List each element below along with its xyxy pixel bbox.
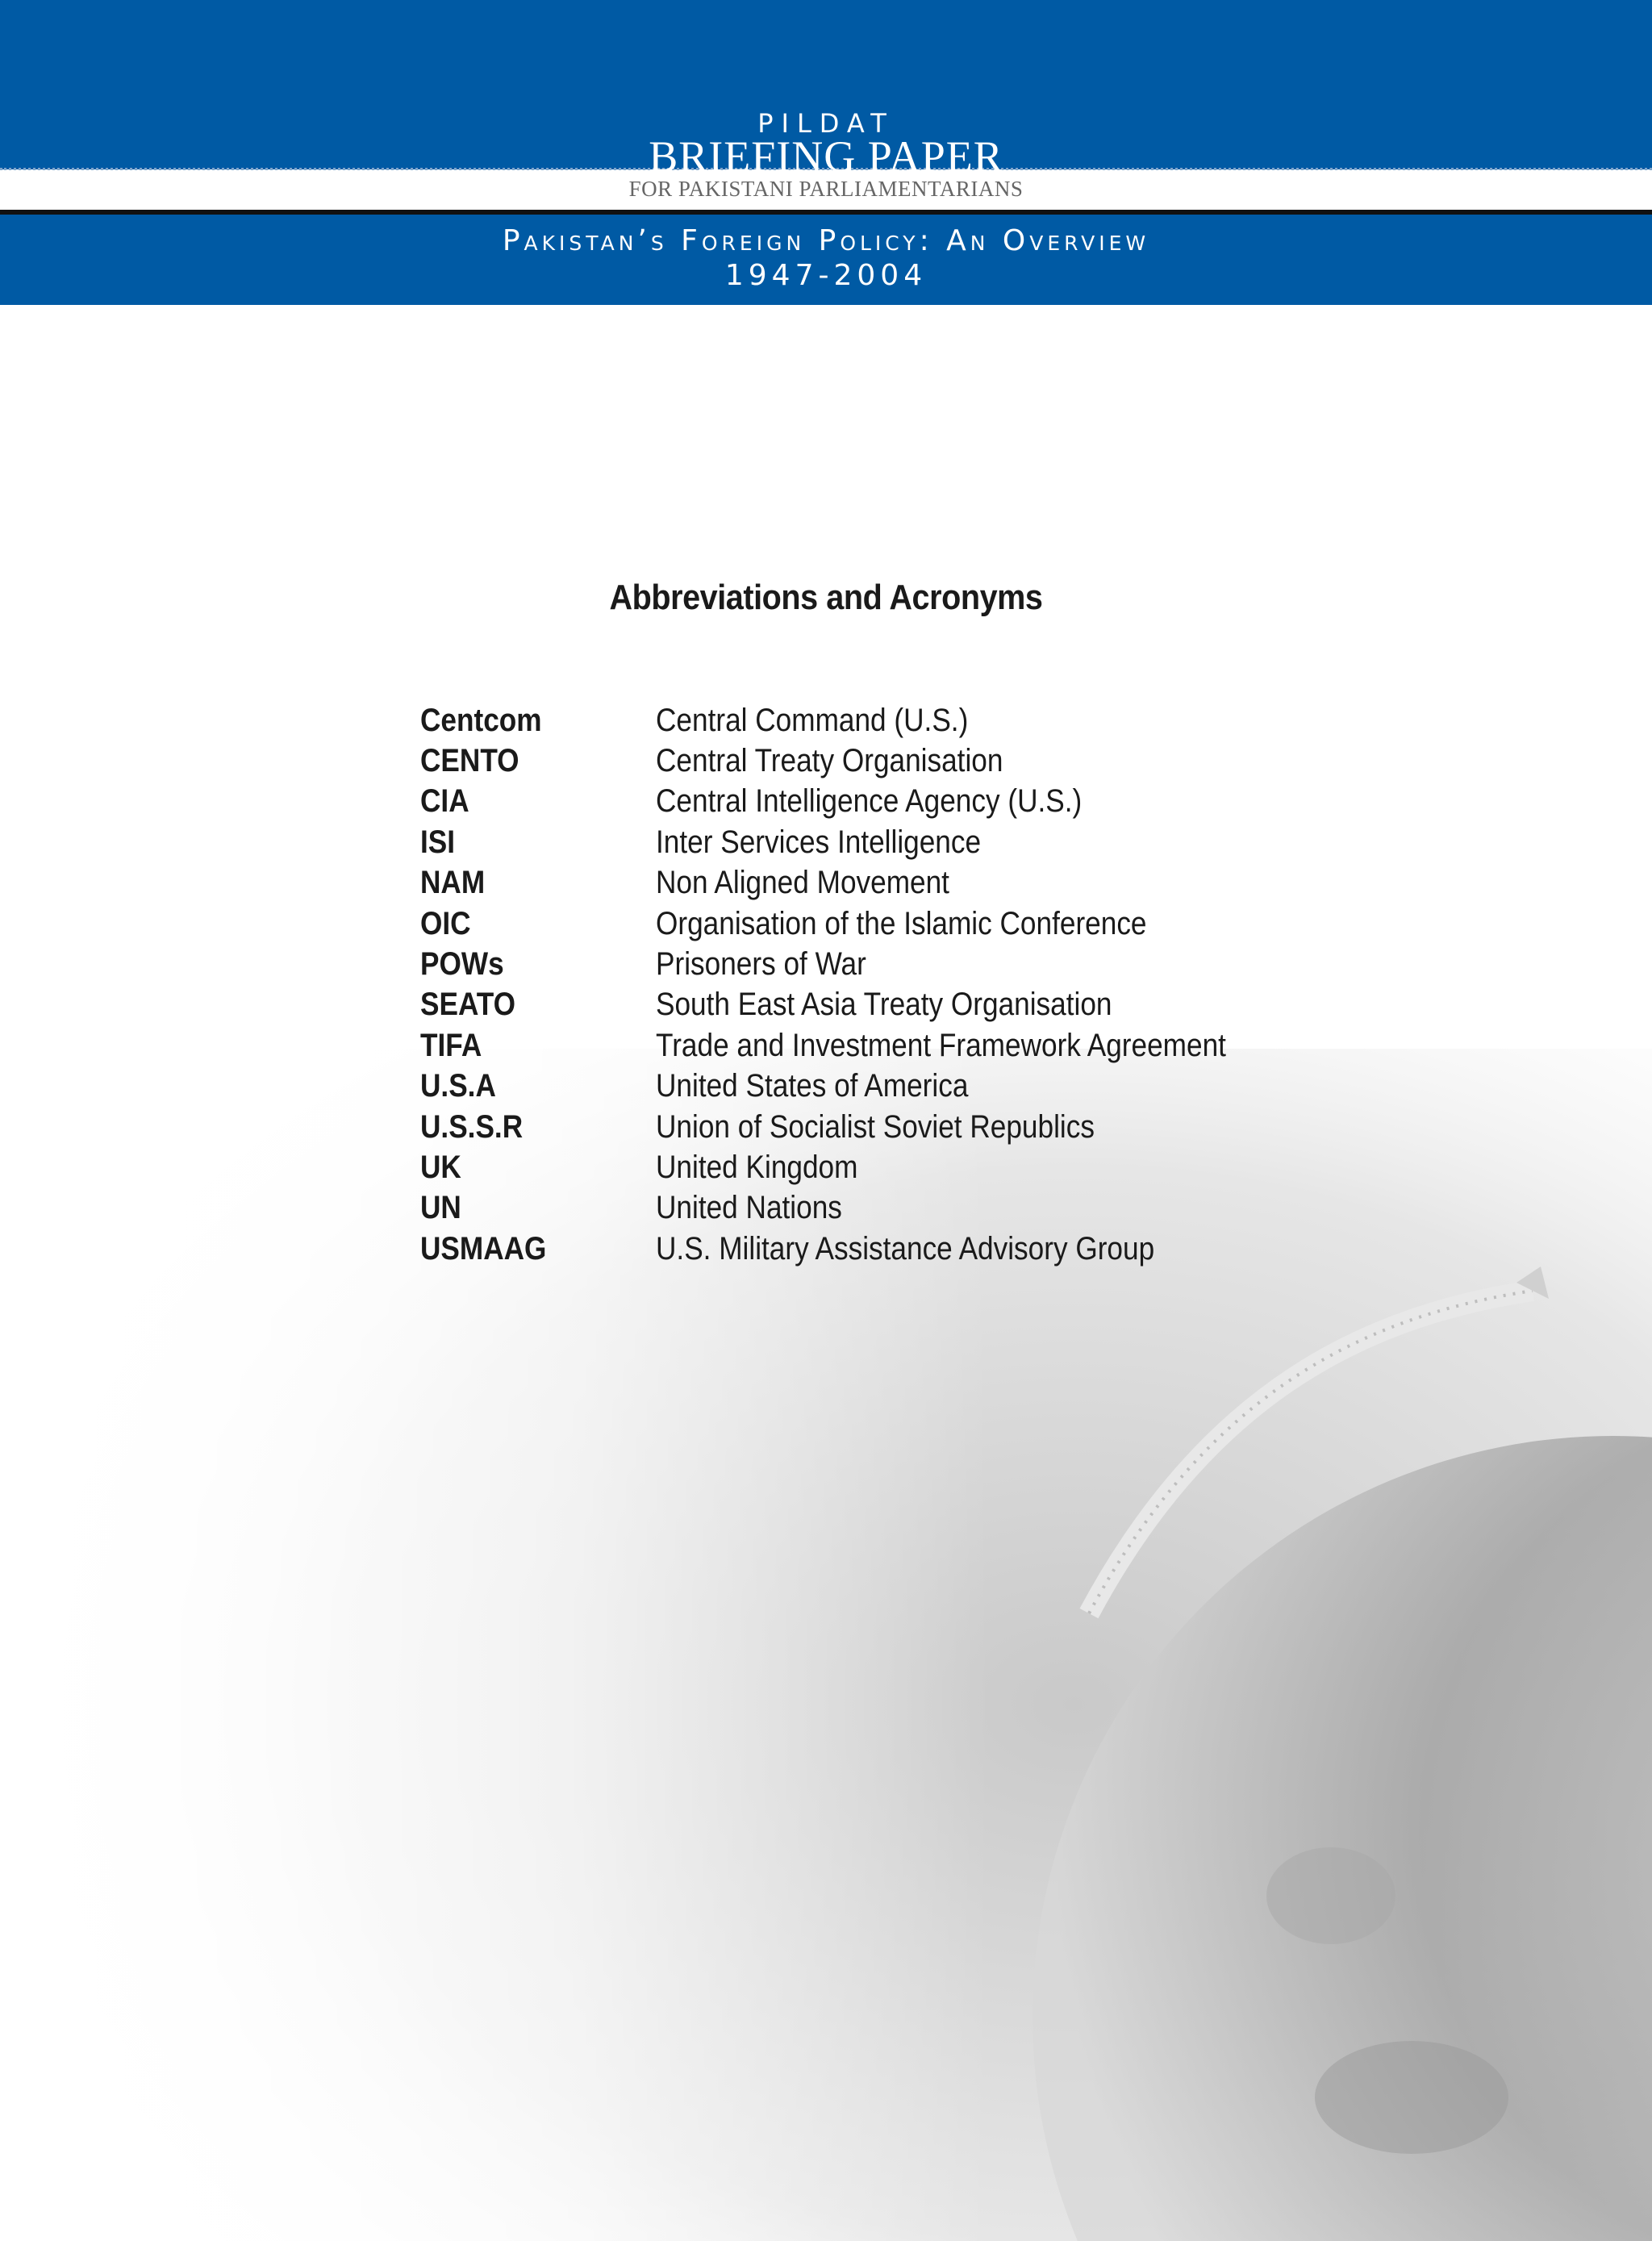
abbreviation-term: UK	[420, 1149, 461, 1185]
abbreviation-term: U.S.S.R	[420, 1108, 524, 1145]
abbreviation-definition: Non Aligned Movement	[656, 865, 949, 901]
abbreviation-term: OIC	[420, 905, 471, 941]
abbreviation-term: POWs	[420, 946, 504, 983]
abbreviation-term: SEATO	[420, 987, 516, 1023]
abbreviation-term: UN	[420, 1190, 461, 1226]
abbreviation-definition: United States of America	[656, 1068, 969, 1104]
abbreviation-term: U.S.A	[420, 1068, 496, 1104]
list-item	[420, 1188, 1388, 1229]
list-item	[420, 863, 1388, 903]
page-heading: Abbreviations and Acronyms	[609, 578, 1043, 617]
abbreviation-definition: United Kingdom	[656, 1149, 858, 1185]
org-name: PILDAT	[757, 108, 895, 139]
list-item	[420, 1066, 1388, 1107]
abbreviations-list	[420, 700, 1388, 1269]
abbreviation-term: ISI	[420, 824, 456, 860]
list-item	[420, 1107, 1388, 1147]
abbreviation-definition: Central Treaty Organisation	[656, 743, 1003, 779]
list-item	[420, 985, 1388, 1025]
abbreviation-term: Centcom	[420, 702, 542, 738]
list-item	[420, 822, 1388, 862]
publication-title: BRIEFING PAPER	[649, 132, 1003, 172]
abbreviation-definition: Trade and Investment Framework Agreement	[656, 1027, 1226, 1063]
abbreviation-term: TIFA	[420, 1027, 482, 1063]
document-years: 1947-2004	[724, 259, 928, 292]
abbreviation-term: CIA	[420, 783, 469, 820]
abbreviation-definition: U.S. Military Assistance Advisory Group	[656, 1230, 1155, 1267]
abbreviation-definition: Central Intelligence Agency (U.S.)	[656, 783, 1083, 820]
abbreviation-term: NAM	[420, 865, 486, 901]
list-item	[420, 782, 1388, 822]
abbreviation-definition: Organisation of the Islamic Conference	[656, 905, 1147, 941]
abbreviation-definition: Inter Services Intelligence	[656, 824, 982, 860]
abbreviation-term: CENTO	[420, 743, 519, 779]
abbreviation-definition: Union of Socialist Soviet Republics	[656, 1108, 1095, 1145]
abbreviation-definition: South East Asia Treaty Organisation	[656, 987, 1112, 1023]
list-item	[420, 903, 1388, 944]
list-item	[420, 741, 1388, 781]
abbreviation-definition: Central Command (U.S.)	[656, 702, 969, 738]
list-item	[420, 944, 1388, 984]
publication-audience: FOR PAKISTANI PARLIAMENTARIANS	[628, 177, 1024, 201]
list-item	[420, 1147, 1388, 1187]
list-item	[420, 1229, 1388, 1269]
list-item	[420, 1025, 1388, 1066]
document-title: Pakistan’s Foreign Policy: An Overview	[502, 224, 1150, 257]
list-item	[420, 700, 1388, 741]
abbreviation-definition: United Nations	[656, 1190, 842, 1226]
abbreviation-term: USMAAG	[420, 1230, 547, 1267]
abbreviation-definition: Prisoners of War	[656, 946, 866, 983]
